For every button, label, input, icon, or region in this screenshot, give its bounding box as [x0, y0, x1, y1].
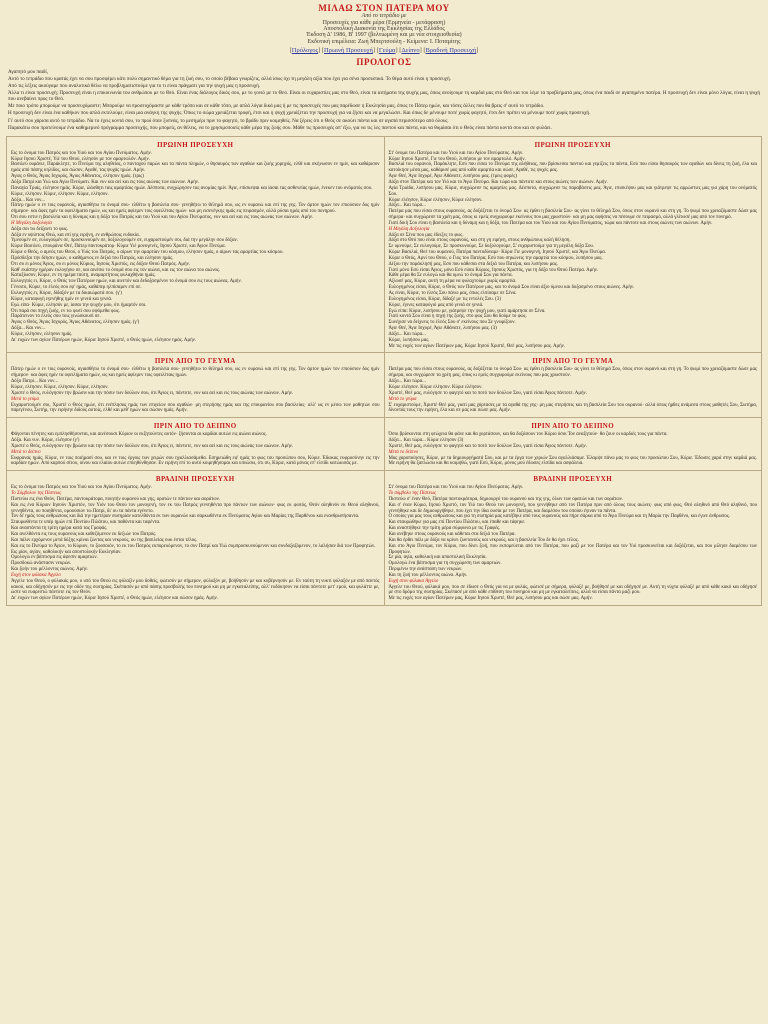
prayer-line: Κύριε, καταφυγή εγενήθης ημίν εν γενεά και γενεά. — [11, 296, 113, 302]
prayer-line: Περιμένω την ανάσταση των νεκρών. — [388, 567, 463, 573]
prayer-line: Χριστέ, Θεέ μας, ευλόγησε το φαγητό και το ποτό των δούλων Σου, γιατί είσαι Άγιος πάντοτε. Αμήν. — [388, 390, 587, 396]
prayer-text — [11, 367, 380, 414]
prologue-paragraph: Αγαπητό μου παιδί, — [8, 68, 49, 75]
prayer-line: Καθ' εκάστην ημέραν ευλογήσω σε, και αινέσω το όνομά σου εις τον αιώνα, και εις τον αιώνα του αιώνος. — [11, 267, 221, 273]
prayer-line: Αξίωσέ μας, Κύριε, αυτή τη μέρα να φυλαχτούμε χωρίς αμαρτία. — [388, 279, 517, 285]
prayer-table — [6, 136, 762, 606]
prayer-row — [7, 353, 762, 418]
prayer-line: Δόξα σε Σένα που μας έδειξες το φως. — [388, 232, 464, 238]
prayer-line: Πάτερ ημών ο εν τοις ουρανοίς, αγιασθήτω το όνομά σου· ελθέτω η βασιλεία σου· γενηθήτω το θέλημά σου, ως εν ουρανώ και επί της γης. Τον άρτον ημών τον επιούσιον δος ημίν σήμερον· και άφες ημίν τα οφειλήματα ημών, ως και ημείς αφίεμεν τοις οφειλέταις ημών· και μη εισενέγκης ημάς εις πειρασμόν, αλλά ρύσαι ημάς από του πονηρού. — [11, 203, 380, 215]
header-subtitle: Από το τετράδιο με — [361, 13, 407, 20]
prologue-paragraph: Αυτό το τετράδιο που κρατάς έχει να σου προσφέρει κάτι πολύ σημαντικό θέμα για τη ζωή σου, το οποίο βέβαια γνωρίζεις, αλλά ίσως όχι τη μεγάλη αξία που έχει για σένα προσωπικά. Το θέμα αυτό είναι η προσευχή. — [8, 76, 451, 83]
prayer-line: Ευλογητός ει, Κύριε, δίδαξόν με τα δικαιώματά σου. (γ') — [11, 291, 122, 297]
prayer-text — [11, 485, 380, 602]
prayer-line: Χριστέ, Θεέ μας, ευλόγησε το φαγητό και το ποτό των δούλων Σου, γιατί είσαι Άγιος πάντοτε. Αμήν. — [388, 443, 587, 449]
prayer-line: Και πάλιν ερχόμενον μετά δόξης κρίναι ζώντας και νεκρούς, ου της βασιλείας ουκ έσται τέλος. — [11, 537, 198, 543]
prayer-text — [389, 367, 758, 414]
prayer-line: Άγγελε του Θεού, ο φύλακάς μου, ο υπό του Θεού εις φύλαξίν μου δοθείς, φώτισόν με σήμερον, φύλαξόν με, βοήθησόν με και κυβέρνησόν με. Εν ταύτη τη νυκτί φύλαξόν με από παντός κακού, και οδήγησόν με εις την οδόν της σωτηρίας. Σκέπασόν με από πάσης προσβολής του πονηρού και μη με εγκαταλείπης, αλλ' ευδόκησον να είσαι πάντοτε μετ' εμού, και φυλάττε με, ώστε να ευαρεστώ πάντοτε εις τον Θεόν. — [11, 578, 380, 596]
prayer-text — [11, 432, 380, 467]
nav-link-evening[interactable]: Βραδινή Προσευχή — [425, 46, 477, 54]
prayer-line: Άγιε Θεέ, Άγιε Ισχυρέ, Άγιε Αθάνατε, λυπήσου μας. (3) — [388, 326, 497, 332]
prologue-paragraph: Από τις λέξεις ακούγαμε που αναλυτικά θέλω να προβληματιστούμε για το τι είναι πράγματι για την ψυχή μας η προσευχή. — [8, 83, 261, 90]
prayer-line: Ας είναι, Κύριε, το έλεός Σου πάνω μας, όπως ελπίσαμε σε Σένα. — [388, 291, 517, 297]
page-title: ΜΙΛΑΩ ΣΤΟΝ ΠΑΤΕΡΑ ΜΟΥ — [318, 3, 450, 13]
prayer-line: Άγγελε του Θεού, φύλακά μου, που σε έδωσε ο Θεός για να με φυλάς, φώτισέ με σήμερα, φύλαξέ με, βοήθησέ με και οδήγησέ με. Αυτή τη νύχτα φύλαξέ με από κάθε κακό και οδήγησέ με στο δρόμο της σωτηρίας. Σκέπασέ με από κάθε επίθεση του πονηρού και μη με εγκαταλείπεις, αλλά να είσαι πάντα μαζί μου. — [388, 584, 757, 596]
prayer-line: Ομολογώ ένα βάπτισμα για τη συγχώρεση των αμαρτιών. — [388, 561, 502, 567]
prayer-line: Εγώ είπα· Κύριε, ελέησόν με, ίασαι την ψυχήν μου, ότι ήμαρτόν σοι. — [11, 302, 147, 308]
prayer-line: Δόξα σοι τω δείξαντι το φως. — [11, 226, 69, 232]
original-text-cell — [7, 471, 385, 606]
prayer-subheading: Ευχή στον φύλακα Άγγελο — [11, 572, 61, 578]
prayer-section-title: ΠΡΙΝ ΑΠΟ ΤΟ ΔΕΙΠΝΟ — [153, 422, 237, 431]
prayer-line: Άγιος ο Θεός, Άγιος Ισχυρός, Άγιος Αθάνατος, ελέησον ημάς. (γ') — [11, 320, 140, 326]
header-line-1: Προσευχές για κάθε μέρα (Ερμηνεία - μετάφραση) — [322, 19, 446, 26]
prayer-line: Και τη ζωή του μέλλοντος αιώνα. Αμήν. — [388, 572, 468, 578]
prayer-line: Βασιλιά του ουρανού, Παράκλητε, Εσύ που είσαι το Πνεύμα της αλήθειας, που βρίσκεσαι παντού και γεμίζεις τα πάντα, Εσύ που είσαι θησαυρός των αγαθών και δίνεις τη ζωή, έλα και κατοίκησε μέσα μας, καθάρισέ μας από κάθε αμαρτία και σώσε, Αγαθέ, τις ψυχές μας. — [388, 162, 757, 174]
translation-cell — [384, 471, 762, 606]
section-nav: [Πρόλογος] [Πρωινή Προσευχή] [Γεύμα] [Δείπνο] [Βραδινή Προσευχή] — [289, 46, 479, 54]
prayer-line: Άγιε Θεέ, Άγιε Ισχυρέ, Άγιε Αθάνατε, λυπήσου μας. (τρεις φορές) — [388, 174, 518, 180]
prayer-row — [7, 418, 762, 471]
prayer-line: Κύριε Βασιλιά, Θεέ του ουρανού, Πατέρα παντοδύναμε· Κύριε Γιε μονογενή, Ιησού Χριστέ, και Άγιο Πνεύμα. — [388, 250, 607, 256]
prayer-text — [389, 432, 758, 467]
prayer-line: Δόξα εν υψίστοις Θεώ, και επί γης ειρήνη, εν ανθρώποις ευδοκία. — [11, 232, 140, 238]
prayer-subheading: Το Σύμβολον της Πίστεως — [11, 491, 62, 497]
prayer-line: Φάγονται πένητες και εμπλησθήσονται, και αινέσουσι Κύριον οι εκζητούντες αυτόν· ζήσονται αι καρδίαι αυτών εις αιώνα αιώνος. — [11, 432, 267, 438]
prayer-line: Δόξα... Και τώρα... — [388, 203, 426, 209]
prayer-line: Χριστέ ο Θεός, ευλόγησον την βρώσιν και την πόσιν των δούλων σου, ότι Άγιος ει, πάντοτε, νυν και αεί και εις τους αιώνας των αιώνων. Αμήν. — [11, 443, 294, 449]
prayer-line: Συνέχισε να δείχνεις το έλεός Σου σ' εκείνους που Σε γνωρίζουν. — [388, 320, 516, 326]
prayer-line: Κύριε ο Θεός, Αρνί του Θεού, ο Γιος του Πατέρα, Εσύ που σηκώνεις την αμαρτία του κόσμου, λυπήσου μας. — [388, 255, 603, 261]
prayer-line: Πάτερ ημών ο εν τοις ουρανοίς, αγιασθήτω το όνομά σου· ελθέτω η βασιλεία σου· γενηθήτω το θέλημά σου, ως εν ουρανώ και επί της γης. Τον άρτον ημών τον επιούσιον δος ημίν σήμερον· και άφες ημίν τα οφειλήματα ημών, ως και ημείς αφίεμεν τοις οφειλέταις ημών. — [11, 367, 380, 379]
prayer-section-title: ΠΡΙΝ ΑΠΟ ΤΟ ΓΕΥΜΑ — [532, 357, 614, 366]
prayer-line: Και σ' έναν Κύριο, Ιησού Χριστό, τον Υιό του Θεού τον μονογενή, που γεννήθηκε από τον Πατέρα πριν από όλους τους αιώνες· φως από φως, Θεό αληθινό από Θεό αληθινό, που γεννήθηκε και δε δημιουργήθηκε, που έχει την ίδια ουσία με τον Πατέρα, και διαμέσου του οποίου έγιναν τα πάντα. — [388, 502, 757, 514]
prayer-line: Γιατί δική Σου είναι η βασιλεία και η δύναμη και η δόξα, του Πατέρα και του Υιού και του Αγίου Πνεύματος, τώρα και πάντοτε και στους αιώνες των αιώνων. Αμήν. — [388, 220, 713, 226]
prayer-section-title: ΒΡΑΔΙΝΗ ΠΡΟΣΕΥΧΗ — [533, 475, 613, 484]
prayer-line: Σ' ευχαριστούμε, Χριστέ Θεέ μας, γιατί μας χόρτασες με τα αγαθά της γης· μη μας στερήσεις και τη βασιλεία Σου του ουρανού· αλλά όπως ήρθες ανάμεσα στους μαθητές Σου, Σωτήρα, δίνοντάς τους την ειρήνη, έλα και σε μας και σώσε μας. Αμήν. — [388, 402, 757, 414]
prayer-line: Δι' ευχών των αγίων Πατέρων ημών, Κύριε Ιησού Χριστέ, ο Θεός ημών, ελέησον ημάς. Αμήν. — [11, 337, 197, 343]
header-line-2: Αποστολική Διακονία της Εκκλησίας της Ελλάδος — [323, 26, 445, 33]
prayer-line: Γένοιτο, Κύριε, το έλεός σου εφ' ημάς, καθάπερ ηλπίσαμεν επί σε. — [11, 285, 142, 291]
translation-cell — [384, 418, 762, 471]
prayer-line: Δόξα... Και νυν... — [11, 326, 46, 332]
prayer-line: Δόξα Πατρί... Και νυν... — [11, 379, 59, 385]
prayer-line: Ότι σου εστιν η βασιλεία και η δύναμις και η δόξα του Πατρός και του Υιού και του Αγίου Πνεύματος, νυν και αεί και εις τους αιώνας των αιώνων. Αμήν. — [11, 215, 314, 221]
prayer-line: Και αναστάντα τη τρίτη ημέρα κατά τας Γραφάς. — [11, 526, 108, 532]
header — [6, 4, 762, 45]
prayer-line: Κύριε, ελέησον, ελέησον ημάς. — [11, 331, 73, 337]
prayer-line: Δόξα Πατρί και Υιώ και Αγίω Πνεύματι. Και νυν και αεί και εις τους αιώνας των αιώνων. Αμήν. — [11, 179, 200, 185]
prayer-line: Και ανέβηκε στους ουρανούς και κάθεται στα δεξιά του Πατέρα. — [388, 532, 516, 538]
prayer-subheading: Μετά το δείπνο — [11, 449, 41, 455]
prayer-subheading: Μετά το γεύμα — [11, 396, 40, 402]
prayer-line: Κύριε ελέησον. Κύριε ελέησον. Κύριε ελέησον. — [388, 384, 483, 390]
prayer-line: Ευχαριστούμέν σοι, Χριστέ ο Θεός ημών, ότι ενέπλησας ημάς των επιγείων σου αγαθών· μη στερήσης ημάς και της επουρανίου σου βασιλείας· αλλ' ως εν μέσω των μαθητών σου παρεγένου, Σωτήρ, την ειρήνην διδούς αυτοίς, ελθέ και μεθ' ημών και σώσον ημάς. Αμήν. — [11, 402, 380, 414]
original-text-cell — [7, 418, 385, 471]
prayer-line: Βασιλεύ ουράνιε, Παράκλητε, το Πνεύμα της αληθείας, ο πανταχού παρών και τα πάντα πληρών, ο θησαυρός των αγαθών και ζωής χορηγός, ελθέ και σκήνωσον εν ημίν, και καθάρισον ημάς από πάσης κηλίδος, και σώσον, Αγαθέ, τας ψυχάς ημών. Αμήν. — [11, 162, 380, 174]
prayer-section-title: ΠΡΩΙΝΗ ΠΡΟΣΕΥΧΗ — [534, 140, 611, 149]
prayer-line: Παναγία Τριάς, ελέησον ημάς. Κύριε, ιλάσθητι ταις αμαρτίαις ημών. Δέσποτα, συγχώρησον τας ανομίας ημίν. Άγιε, επίσκεψαι και ίασαι τας ασθενείας ημών, ένεκεν του ονόματός σου. — [11, 185, 373, 191]
prayer-line: Κύριε, ελέησον. Κύριε, ελέησον. Κύριε, ελέησον. — [11, 384, 109, 390]
prayer-line: Χριστέ ο Θεός, ευλόγησον την βρώσιν και την πόσιν των δούλων σου, ότι Άγιος ει, πάντοτε, νυν και αεί και εις τους αιώνας των αιώνων. Αμήν. — [11, 390, 294, 396]
header-line-3: Έκδοση Δ' 1986, Β' 1997 (βελτιωμένη και με νέα στοιχειοθεσία) — [306, 32, 462, 39]
prayer-line: Δόξα στο Θεό που είναι στους ουρανούς, και στη γη ειρήνη, στους ανθρώπους καλή θέληση. — [388, 238, 571, 244]
prayer-line: Παράτεινον το έλεός σου τοις γινώσκουσί σε. — [11, 314, 101, 320]
prologue-paragraph: Γι' αυτό σου χάρισα αυτό το τετράδιο. Να το έχεις κοντά σου, το πρωί όταν ξυπνάς, το μεσημέρι πριν το φαγητό, το βράδυ πριν κοιμηθείς. Να ξέρεις ότι ο Θεός σε ακούει πάντα και σε αγαπά περισσότερο από όλους. — [8, 117, 449, 124]
prayer-line: Και εις το Πνεύμα το Άγιον, το Κύριον, το ζωοποιόν, το εκ του Πατρός εκπορευόμενον, το συν Πατρί και Υιώ συμπροσκυνούμενον και συνδοξαζόμενον, το λαλήσαν διά των Προφητών. — [11, 543, 376, 549]
prologue-paragraph: Η προσευχή δεν είναι ένα καθήκον που απλά εκτελούμε, είναι μια ανάγκη της ψυχής. Όπως το σώμα χρειάζεται τροφή, έτσι και η ψυχή χρειάζεται την προσευχή για να ζήσει και να μεγαλώσει. Και όπως δε μένουμε ποτέ χωρίς φαγητό, έτσι δεν πρέπει να μένουμε ποτέ χωρίς προσευχή. — [8, 110, 591, 117]
prayer-line: Πιστεύω σ' έναν Θεό, Πατέρα παντοκράτορα, δημιουργό του ουρανού και της γης, όλων των ορατών και των αοράτων. — [388, 496, 624, 502]
prayer-line: Εγώ είπα: Κύριε, λυπήσου με, γιάτρεψε την ψυχή μου, γιατί αμάρτησα σε Σένα. — [388, 308, 546, 314]
prayer-section-title: ΠΡΙΝ ΑΠΟ ΤΟ ΓΕΥΜΑ — [154, 357, 236, 366]
prayer-line: Γιατί κοντά Σου είναι η πηγή της ζωής, στο φως Σου θα δούμε το φως. — [388, 314, 527, 320]
prayer-line: Σε υμνούμε, Σε ευλογούμε, Σε προσκυνούμε, Σε δοξολογούμε, Σ' ευχαριστούμε για τη μεγάλη δόξα Σου. — [388, 244, 595, 250]
translation-cell — [384, 353, 762, 418]
prayer-line: Και ανελθόντα εις τους ουρανούς και καθεζόμενον εκ δεξιών του Πατρός. — [11, 532, 157, 538]
prayer-line: Τον δι' ημάς τους ανθρώπους και διά την ημετέραν σωτηρίαν κατελθόντα εκ των ουρανών και σαρκωθέντα εκ Πνεύματος Αγίου και Μαρίας της Παρθένου και ενανθρωπήσαντα. — [11, 514, 360, 520]
original-text-cell — [7, 136, 385, 353]
prayer-subheading: Το σύμβολο της Πίστεως — [388, 491, 437, 497]
prayer-line: Με τις ευχές των αγίων Πατέρων μας, Κύριε Ιησού Χριστέ, Θεέ μας, λυπήσου μας και σώσε μας. Αμήν. — [388, 596, 593, 602]
prayer-line: Και ζωήν του μέλλοντος αιώνος. Αμήν. — [11, 567, 89, 573]
prayer-line: Μας χαροποίησες, Κύριε, με τα δημιουργήματά Σου, και με τα έργα των χεριών Σου αγαλλιάσαμε. Έλαμψε πάνω μας το φως του προσώπου Σου, Κύριε. Έδωσες χαρά στην καρδιά μας. Με ειρήνη θα ξαπλώσω και θα κοιμηθώ, γιατί Εσύ, Κύριε, μόνος μού έδωσες ελπίδα και ασφάλεια. — [388, 455, 757, 467]
prayer-line: Σε μία, αγία, καθολική και αποστολική Εκκλησία. — [388, 555, 487, 561]
prayer-line: Εις το όνομα του Πατρός και του Υιού και του Αγίου Πνεύματος. Αμήν. — [11, 150, 152, 156]
nav-link-meal[interactable]: Γεύμα — [378, 46, 396, 54]
nav-link-dinner[interactable]: Δείπνο — [401, 46, 420, 54]
prayer-line: Ευλογητός ει, Κύριε, ο Θεός των Πατέρων ημών, και αινετόν και δεδοξασμένον το όνομά σου εις τους αιώνας. Αμήν. — [11, 279, 242, 285]
prayer-line: Προσδοκώ ανάστασιν νεκρών. — [11, 561, 72, 567]
prayer-line: Άγιος ο Θεός, Άγιος Ισχυρός, Άγιος Αθάνατος, ελέησον ημάς. (τρις) — [11, 174, 144, 180]
prologue-paragraph: Παρακάτω σου προτείνουμε ένα καθημερινό πρόγραμμα προσευχής, που μπορείς, αν θέλεις, να το χρησιμοποιείς κάθε μέρα της ζωής σου. Μάθε τις προσευχές απ' έξω, για να τις λες παντού και πάντα, και να θυμάσαι ότι ο Θεός είναι πάντα κοντά σου και σε φυλάει. — [8, 124, 552, 131]
prayer-line: Κύριε Βασιλεύ, επουράνιε Θεέ, Πάτερ παντοκράτορ· Κύριε Υιέ μονογενές, Ιησού Χριστέ, και Άγιον Πνεύμα. — [11, 244, 226, 250]
prayer-section-title: ΒΡΑΔΙΝΗ ΠΡΟΣΕΥΧΗ — [155, 475, 235, 484]
prayer-line: Και θα έρθει πάλι με δόξα να κρίνει ζωντανούς και νεκρούς, και η βασιλεία Του δε θα έχει τέλος. — [388, 537, 579, 543]
prayer-row — [7, 136, 762, 353]
prayer-line: Δόξα. Και νυν. Κύριε, ελέησον (γ') — [11, 438, 80, 444]
prayer-text — [389, 485, 758, 602]
header-line-4: Εκδοτική επιμέλεια: Ζωή Μπερτσούλη - Κείμενα: Ι. Ποταμίτης — [307, 38, 461, 45]
original-text-cell — [7, 353, 385, 418]
prayer-text — [11, 151, 380, 344]
prayer-line: Αγία Τριάδα, λυπήσου μας. Κύριε, συγχώρεσε τις αμαρτίες μας. Δέσποτα, συγχώρεσε τις παραβάσεις μας. Άγιε, επισκέψου μας και γιάτρεψε τις αρρώστιες μας για χάρη του ονόματός Σου. — [388, 185, 757, 197]
prayer-line: Πατέρα μας που είσαι στους ουρανούς, ας δοξάζεται το όνομά Σου· ας έρθει η βασιλεία Σου· ας γίνει το θέλημά Σου, όπως στον ουρανό και στη γη. Το ψωμί που χρειαζόμαστε δώσε μας σήμερα· και συγχώρεσε τα χρέη μας, όπως κι εμείς συγχωρούμε εκείνους που μας χρωστούν· και μη μας αφήσεις να πέσουμε σε πειρασμό, αλλά γλίτωσέ μας από τον πονηρό. — [388, 209, 757, 221]
prologue-title: ΠΡΟΛΟΓΟΣ — [356, 56, 412, 67]
prayer-line: Και στο Άγιο Πνεύμα, τον Κύριο, που δίνει ζωή, που εκπορεύεται από τον Πατέρα, που μαζί με τον Πατέρα και τον Υιό προσκυνείται και δοξάζεται, και που μίλησε διαμέσου των Προφητών. — [388, 543, 757, 555]
prayer-line: Κύριε ο Θεός, ο αμνός του Θεού, ο Υιός του Πατρός, ο αίρων την αμαρτίαν του κόσμου, ελέησον ημάς, ο αίρων τας αμαρτίας του κόσμου. — [11, 250, 284, 256]
prayer-subheading: Η Μεγάλη Δοξολογία — [388, 226, 430, 232]
prologue-paragraph: Με ποιο τρόπο μπορούμε να προσευχόμαστε; Μπορούμε να προσευχόμαστε με κάθε τρόπο και σε κάθε τόπο, με απλά λόγια δικά μας ή με τις προσευχές που μας παρέδωσε η Εκκλησία μας, όπως το Πάτερ ημών, και τόσες άλλες που θα βρεις σ' αυτό το τετράδιο. — [8, 103, 545, 110]
prayer-section-title: ΠΡΙΝ ΑΠΟ ΤΟ ΔΕΙΠΝΟ — [531, 422, 615, 431]
prayer-line: Όσοι βρίσκονται στη φτώχεια θα φάνε και θα χορτάσουν, και θα δοξάσουν τον Κύριο όσοι Τον αναζητούν· θα ζουν οι καρδιές τους για πάντα. — [388, 432, 668, 438]
prayer-line: Γιατί μόνο Εσύ είσαι Άγιος, μόνο Εσύ είσαι Κύριος, Ιησούς Χριστός, για τη δόξα του Θεού Πατέρα. Αμήν. — [388, 267, 599, 273]
prayer-section-title: ΠΡΩΙΝΗ ΠΡΟΣΕΥΧΗ — [157, 140, 234, 149]
prayer-subheading: Μετά το γεύμα — [388, 396, 417, 402]
prayer-line: Στ' όνομα του Πατέρα και του Υιού και του Αγίου Πνεύματος. Αμήν. — [388, 485, 524, 491]
prayer-line: Εις το όνομα του Πατρός και του Υιού και του Αγίου Πνεύματος. Αμήν. — [11, 485, 152, 491]
translation-cell — [384, 136, 762, 353]
prayer-line: Δόξα... Και τώρα... — [388, 379, 426, 385]
prayer-line: Κύριε Ιησού Χριστέ, Υιέ του Θεού, ελέησόν με τον αμαρτωλόν. Αμήν. — [11, 156, 150, 162]
prayer-line: Δι' ευχών των αγίων Πατέρων ημών, Κύριε Ιησού Χριστέ, ο Θεός ημών, ελέησον και σώσον ημάς. Αμήν. — [11, 596, 218, 602]
prayer-line: Και αναστήθηκε την τρίτη μέρα σύμφωνα με τις Γραφές. — [388, 526, 501, 532]
prayer-line: Υμνούμέν σε, ευλογούμέν σε, προσκυνούμέν σε, δοξολογούμέν σε, ευχαριστούμέν σοι, διά την μεγάλην σου δόξαν. — [11, 238, 238, 244]
prayer-text — [389, 151, 758, 350]
prayer-line: Κύριε, λυπήσου μας. — [388, 337, 430, 343]
prayer-line: Δόξα... Και τώρα... — [388, 331, 426, 337]
prayer-line: Ότι συ ει μόνος Άγιος, συ ει μόνος Κύριος, Ιησούς Χριστός, εις δόξαν Θεού Πατρός. Αμήν. — [11, 261, 191, 267]
prayer-line: Κύριε Ιησού Χριστέ, Γιε του Θεού, λυπήσου με τον αμαρτωλό. Αμήν. — [388, 156, 526, 162]
prologue-text — [8, 69, 760, 131]
prayer-line: Πρόσδεξαι την δέησιν ημών, ο καθήμενος εν δεξιά του Πατρός, και ελέησον ημάς. — [11, 255, 174, 261]
prologue-paragraph: Άλλα τι είναι προσευχή; Προσευχή είναι η επικοινωνία του ανθρώπου με το Θεό. Είναι ένας διάλογος δικός σου, με το γονιό με το Θεό. Είναι οι ευχαριστίες μας στο Θεό, είναι τα αιτήματα της ψυχής μας, όπως ανοίγουμε τη καρδιά μας στο Θεό και του λέμε τα προβλήματά μας, όπως ένα παιδί σε αγαπημένο πατέρα. Η προσευχή δεν είναι μόνο λόγια, είναι η ψυχή που ανεβαίνει προς το Θεό. — [8, 90, 760, 103]
prayer-line: Καταξίωσον, Κύριε, εν τη ημέρα ταύτη, αναμαρτήτους φυλαχθήναι ημάς. — [11, 273, 156, 279]
prayer-line: Ευλογημένος είσαι, Κύριε, ο Θεός των Πατέρων μας, και το όνομά Σου είναι άξιο ύμνου και δοξασμένο στους αιώνες. Αμήν. — [388, 285, 635, 291]
prayer-line: Ευλογημένος είσαι, Κύριε, δίδαξέ με τις εντολές Σου. (3) — [388, 296, 501, 302]
prayer-line: Πιστεύω εις ένα Θεόν, Πατέρα, παντοκράτορα, ποιητήν ουρανού και γης, ορατών τε πάντων και αοράτων. — [11, 496, 221, 502]
nav-link-prologue[interactable]: Πρόλογος — [291, 46, 319, 54]
prayer-line: Και εις ένα Κύριον Ιησούν Χριστόν, τον Υιόν του Θεού τον μονογενή, τον εκ του Πατρός γεννηθέντα προ πάντων των αιώνων· φως εκ φωτός, Θεόν αληθινόν εκ Θεού αληθινού, γεννηθέντα, ου ποιηθέντα, ομοούσιον τω Πατρί, δι' ου τα πάντα εγένετο. — [11, 502, 380, 514]
prayer-line: Ο οποίος για μας τους ανθρώπους και για τη σωτηρία μας κατέβηκε από τους ουρανούς και πήρε σάρκα από το Άγιο Πνεύμα και τη Μαρία την Παρθένο, και έγινε άνθρωπος. — [388, 514, 731, 520]
prayer-row — [7, 471, 762, 606]
prayer-line: Κύριε, έγινες καταφύγιό μας από γενιά σε γενιά. — [388, 302, 484, 308]
prayer-line: Εις μίαν, αγίαν, καθολικήν και αποστολικήν Εκκλησίαν. — [11, 549, 122, 555]
prayer-line: Δόξα στον Πατέρα και τον Υιό και το Άγιο Πνεύμα. Και τώρα και πάντοτε και στους αιώνες των αιώνων. Αμήν. — [388, 179, 608, 185]
prayer-line: Ότι παρά σοι πηγή ζωής, εν τω φωτί σου οψόμεθα φως. — [11, 308, 121, 314]
prayer-line: Κύριε, ελέησον. Κύριε, ελέησον. Κύριε, ελέησον. — [11, 191, 109, 197]
prayer-line: Δόξα... Και νυν... — [11, 197, 46, 203]
prayer-line: Κύριε ελέησον, Κύριε ελέησον, Κύριε ελέησον. — [388, 197, 483, 203]
prayer-line: Με τις ευχές των αγίων Πατέρων μας, Κύριε Ιησού Χριστέ, Θεέ μας, λυπήσου μας. Αμήν. — [388, 343, 566, 349]
prayer-line: Δόξα... Και τώρα... Κύριε ελέησον (3) — [388, 438, 464, 444]
prayer-subheading: Μετά το δείπνο — [388, 449, 419, 455]
nav-link-morning[interactable]: Πρωινή Προσευχή — [324, 46, 373, 54]
prayer-line: Δέξου την παράκλησή μας, Εσύ που κάθεσαι στα δεξιά του Πατέρα, και λυπήσου μας. — [388, 261, 559, 267]
prayer-subheading: Ευχή στον φύλακα Άγγελο — [388, 578, 439, 584]
prayer-subheading: Η Μεγάλη Δοξολογία — [11, 220, 52, 226]
prayer-line: Πατέρα μας που είσαι στους ουρανούς, ας δοξάζεται το όνομά Σου· ας έρθει η βασιλεία Σου· ας γίνει το θέλημά Σου, όπως στον ουρανό και στη γη. Το ψωμί που χρειαζόμαστε δώσε μας σήμερα, και συγχώρεσε τα χρέη μας, όπως κι εμείς συγχωρούμε εκείνους που μας χρωστούν. — [388, 367, 757, 379]
prayer-line: Ευφρανας ημάς, Κύριε, εν τοις ποιήμασί σου, και εν τοις έργοις των χειρών σου ηγαλλιασάμεθα. Εσημειώθη εφ' ημάς το φως του προσώπου σου, Κύριε. Έδωκας ευφροσύνην εις την καρδίαν ημών. Από καρπού σίτου, οίνου και ελαίου αυτών επληθύνθησαν. Εν ειρήνη επί το αυτό κοιμηθήσομαι και υπνώσω, ότι συ, Κύριε, κατά μόνας επ' ελπίδι κατώκισάς με. — [11, 455, 380, 467]
prayer-line: Στ' όνομα του Πατέρα και του Υιού και του Αγίου Πνεύματος. Αμήν. — [388, 150, 524, 156]
prayer-line: Και σταυρώθηκε για μας επί Ποντίου Πιλάτου, και έπαθε και τάφηκε. — [388, 520, 526, 526]
prayer-line: Σταυρωθέντα τε υπέρ ημών επί Ποντίου Πιλάτου, και παθόντα και ταφέντα. — [11, 520, 161, 526]
prayer-line: Κάθε μέρα θα Σε ευλογώ και θα υμνώ το όνομά Σου για πάντα. — [388, 273, 513, 279]
prayer-line: Ομολογώ εν βάπτισμα εις άφεσιν αμαρτιών. — [11, 555, 98, 561]
